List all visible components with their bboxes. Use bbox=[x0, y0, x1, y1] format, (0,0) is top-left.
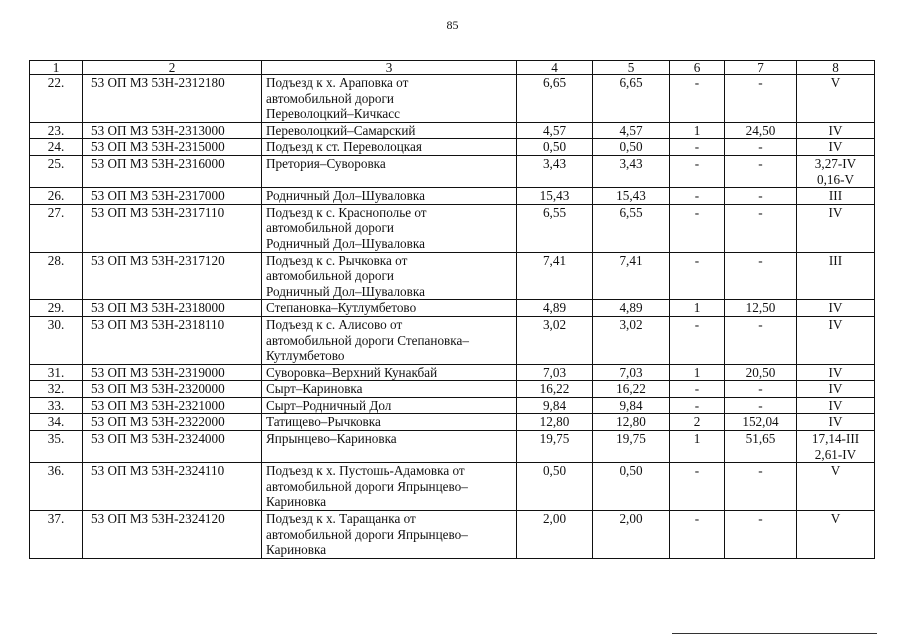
length-paved-cell: 6,65 bbox=[593, 75, 670, 123]
road-name-line: Подъезд к с. Рычковка от bbox=[266, 252, 408, 268]
bridge-length-cell: - bbox=[725, 155, 797, 187]
road-code-cell: 53 ОП МЗ 53Н-2318110 bbox=[83, 316, 262, 364]
road-name-line: Кутлумбетово bbox=[266, 348, 345, 364]
bridge-length-cell: - bbox=[725, 316, 797, 364]
table-row bbox=[30, 122, 875, 139]
road-code-cell: 53 ОП МЗ 53Н-2317110 bbox=[83, 204, 262, 252]
bridge-count-cell: 1 bbox=[670, 364, 725, 381]
row-number-cell: 24. bbox=[30, 139, 83, 156]
road-name-line: автомобильной дороги bbox=[266, 268, 394, 284]
road-name-cell bbox=[262, 188, 517, 205]
row-number-cell: 34. bbox=[30, 414, 83, 431]
length-paved-cell: 12,80 bbox=[593, 414, 670, 431]
row-number-cell: 37. bbox=[30, 511, 83, 559]
bridge-count-cell: - bbox=[670, 188, 725, 205]
bridge-count-cell: - bbox=[670, 252, 725, 300]
bridge-length-cell: - bbox=[725, 397, 797, 414]
bridge-length-cell: 51,65 bbox=[725, 431, 797, 463]
bridge-count-cell: - bbox=[670, 139, 725, 156]
table-row bbox=[30, 463, 875, 511]
column-header: 4 bbox=[517, 61, 593, 75]
category-cell bbox=[797, 414, 875, 431]
category-cell bbox=[797, 139, 875, 156]
column-header: 2 bbox=[83, 61, 262, 75]
road-name-line: Сырт–Кариновка bbox=[266, 381, 363, 397]
road-name-line: Подъезд к с. Краснополье от bbox=[266, 204, 427, 220]
row-number-cell: 26. bbox=[30, 188, 83, 205]
road-name-cell bbox=[262, 463, 517, 511]
road-name-cell bbox=[262, 252, 517, 300]
road-code-cell: 53 ОП МЗ 53Н-2324110 bbox=[83, 463, 262, 511]
road-name-cell bbox=[262, 316, 517, 364]
category-cell bbox=[797, 300, 875, 317]
road-code-cell: 53 ОП МЗ 53Н-2324120 bbox=[83, 511, 262, 559]
bridge-count-cell: 1 bbox=[670, 431, 725, 463]
road-code-cell: 53 ОП МЗ 53Н-2317120 bbox=[83, 252, 262, 300]
bridge-length-cell: 12,50 bbox=[725, 300, 797, 317]
row-number-cell: 30. bbox=[30, 316, 83, 364]
table-row bbox=[30, 397, 875, 414]
road-code-cell: 53 ОП МЗ 53Н-2318000 bbox=[83, 300, 262, 317]
length-total-cell: 2,00 bbox=[517, 511, 593, 559]
road-name-cell bbox=[262, 300, 517, 317]
length-paved-cell: 0,50 bbox=[593, 463, 670, 511]
road-name-line: автомобильной дороги Степановка– bbox=[266, 332, 469, 348]
length-total-cell: 6,55 bbox=[517, 204, 593, 252]
category-line: III bbox=[828, 252, 843, 268]
length-total-cell: 16,22 bbox=[517, 381, 593, 398]
header-row bbox=[30, 61, 875, 75]
length-paved-cell: 3,02 bbox=[593, 316, 670, 364]
category-cell bbox=[797, 75, 875, 123]
bridge-count-cell: - bbox=[670, 316, 725, 364]
category-cell bbox=[797, 511, 875, 559]
road-name-cell bbox=[262, 511, 517, 559]
bridge-length-cell: - bbox=[725, 204, 797, 252]
length-paved-cell: 3,43 bbox=[593, 155, 670, 187]
category-line: 0,16-V bbox=[817, 171, 854, 187]
category-line: IV bbox=[828, 414, 843, 430]
bridge-length-cell: - bbox=[725, 511, 797, 559]
category-line: IV bbox=[828, 364, 843, 380]
bridge-length-cell: 20,50 bbox=[725, 364, 797, 381]
road-name-cell bbox=[262, 75, 517, 123]
footer-rule bbox=[672, 633, 877, 634]
bridge-length-cell: - bbox=[725, 463, 797, 511]
table-row bbox=[30, 364, 875, 381]
category-line: V bbox=[830, 463, 841, 479]
category-line: IV bbox=[828, 381, 843, 397]
bridge-count-cell: - bbox=[670, 75, 725, 123]
road-code-cell: 53 ОП МЗ 53Н-2312180 bbox=[83, 75, 262, 123]
bridge-count-cell: 2 bbox=[670, 414, 725, 431]
table-row bbox=[30, 431, 875, 463]
road-code-cell: 53 ОП МЗ 53Н-2317000 bbox=[83, 188, 262, 205]
bridge-length-cell: - bbox=[725, 75, 797, 123]
table-row bbox=[30, 316, 875, 364]
length-total-cell: 4,57 bbox=[517, 122, 593, 139]
length-paved-cell: 4,89 bbox=[593, 300, 670, 317]
road-name-cell bbox=[262, 139, 517, 156]
category-cell bbox=[797, 155, 875, 187]
road-name-cell bbox=[262, 397, 517, 414]
column-header: 8 bbox=[797, 61, 875, 75]
bridge-count-cell: 1 bbox=[670, 122, 725, 139]
length-total-cell: 3,43 bbox=[517, 155, 593, 187]
road-name-cell bbox=[262, 414, 517, 431]
road-name-line: Сырт–Родничный Дол bbox=[266, 397, 392, 413]
road-name-line: автомобильной дороги bbox=[266, 90, 394, 106]
road-name-line: автомобильной дороги Япрынцево– bbox=[266, 526, 468, 542]
category-cell bbox=[797, 188, 875, 205]
category-line: IV bbox=[828, 122, 843, 138]
road-name-cell bbox=[262, 364, 517, 381]
table-row bbox=[30, 139, 875, 156]
bridge-length-cell: 24,50 bbox=[725, 122, 797, 139]
table-row bbox=[30, 300, 875, 317]
bridge-length-cell: - bbox=[725, 139, 797, 156]
road-code-cell: 53 ОП МЗ 53Н-2316000 bbox=[83, 155, 262, 187]
road-code-cell: 53 ОП МЗ 53Н-2322000 bbox=[83, 414, 262, 431]
table-row bbox=[30, 188, 875, 205]
road-name-line: Подъезд к х. Пустошь-Адамовка от bbox=[266, 463, 465, 479]
length-total-cell: 7,03 bbox=[517, 364, 593, 381]
length-total-cell: 7,41 bbox=[517, 252, 593, 300]
road-name-line: Родничный Дол–Шуваловка bbox=[266, 283, 425, 299]
category-cell bbox=[797, 316, 875, 364]
category-cell bbox=[797, 122, 875, 139]
length-paved-cell: 19,75 bbox=[593, 431, 670, 463]
road-name-cell bbox=[262, 122, 517, 139]
road-name-line: автомобильной дороги bbox=[266, 220, 394, 236]
row-number-cell: 35. bbox=[30, 431, 83, 463]
column-header: 3 bbox=[262, 61, 517, 75]
category-line: 2,61-IV bbox=[814, 446, 857, 462]
length-total-cell: 9,84 bbox=[517, 397, 593, 414]
row-number-cell: 32. bbox=[30, 381, 83, 398]
length-paved-cell: 9,84 bbox=[593, 397, 670, 414]
road-name-line: Претория–Суворовка bbox=[266, 155, 386, 171]
length-paved-cell: 4,57 bbox=[593, 122, 670, 139]
road-name-line: Переволоцкий–Кичкасс bbox=[266, 106, 400, 122]
road-code-cell: 53 ОП МЗ 53Н-2320000 bbox=[83, 381, 262, 398]
length-total-cell: 4,89 bbox=[517, 300, 593, 317]
category-cell bbox=[797, 381, 875, 398]
category-cell bbox=[797, 431, 875, 463]
bridge-length-cell: 152,04 bbox=[725, 414, 797, 431]
road-name-line: Подъезд к х. Араповка от bbox=[266, 75, 409, 90]
category-line: IV bbox=[828, 316, 843, 332]
length-total-cell: 12,80 bbox=[517, 414, 593, 431]
category-cell bbox=[797, 204, 875, 252]
category-line: IV bbox=[828, 300, 843, 316]
road-code-cell: 53 ОП МЗ 53Н-2313000 bbox=[83, 122, 262, 139]
length-paved-cell: 15,43 bbox=[593, 188, 670, 205]
bridge-count-cell: - bbox=[670, 204, 725, 252]
category-line: 17,14-III bbox=[811, 431, 860, 447]
length-total-cell: 6,65 bbox=[517, 75, 593, 123]
category-cell bbox=[797, 463, 875, 511]
road-code-cell: 53 ОП МЗ 53Н-2321000 bbox=[83, 397, 262, 414]
category-line: V bbox=[830, 511, 841, 527]
table-row bbox=[30, 75, 875, 123]
length-paved-cell: 2,00 bbox=[593, 511, 670, 559]
road-name-line: Япрынцево–Кариновка bbox=[266, 431, 397, 447]
road-code-cell: 53 ОП МЗ 53Н-2315000 bbox=[83, 139, 262, 156]
road-name-line: Степановка–Кутлумбетово bbox=[266, 300, 417, 316]
page-number: 85 bbox=[446, 18, 459, 32]
table-row bbox=[30, 381, 875, 398]
bridge-count-cell: - bbox=[670, 397, 725, 414]
bridge-count-cell: - bbox=[670, 463, 725, 511]
table-row bbox=[30, 155, 875, 187]
road-name-cell bbox=[262, 155, 517, 187]
bridge-count-cell: 1 bbox=[670, 300, 725, 317]
table-row bbox=[30, 252, 875, 300]
road-code-cell: 53 ОП МЗ 53Н-2319000 bbox=[83, 364, 262, 381]
road-name-line: Родничный Дол–Шуваловка bbox=[266, 188, 425, 204]
column-header: 5 bbox=[593, 61, 670, 75]
column-header: 1 bbox=[30, 61, 83, 75]
road-name-line: Татищево–Рычковка bbox=[266, 414, 381, 430]
road-name-cell bbox=[262, 381, 517, 398]
table-row bbox=[30, 414, 875, 431]
row-number-cell: 25. bbox=[30, 155, 83, 187]
length-total-cell: 0,50 bbox=[517, 463, 593, 511]
length-paved-cell: 16,22 bbox=[593, 381, 670, 398]
road-name-line: Подъезд к ст. Переволоцкая bbox=[266, 139, 422, 155]
road-name-cell bbox=[262, 204, 517, 252]
category-line: IV bbox=[828, 139, 843, 155]
row-number-cell: 36. bbox=[30, 463, 83, 511]
road-code-cell: 53 ОП МЗ 53Н-2324000 bbox=[83, 431, 262, 463]
row-number-cell: 33. bbox=[30, 397, 83, 414]
category-cell bbox=[797, 252, 875, 300]
category-line: III bbox=[828, 188, 843, 204]
road-name-line: Переволоцкий–Самарский bbox=[266, 122, 416, 138]
category-line: IV bbox=[828, 397, 843, 413]
road-name-line: Суворовка–Верхний Кунакбай bbox=[266, 364, 438, 380]
length-total-cell: 3,02 bbox=[517, 316, 593, 364]
category-cell bbox=[797, 364, 875, 381]
bridge-length-cell: - bbox=[725, 188, 797, 205]
row-number-cell: 22. bbox=[30, 75, 83, 123]
length-total-cell: 19,75 bbox=[517, 431, 593, 463]
category-line: IV bbox=[828, 204, 843, 220]
row-number-cell: 27. bbox=[30, 204, 83, 252]
row-number-cell: 31. bbox=[30, 364, 83, 381]
bridge-count-cell: - bbox=[670, 155, 725, 187]
length-total-cell: 15,43 bbox=[517, 188, 593, 205]
row-number-cell: 29. bbox=[30, 300, 83, 317]
table-row bbox=[30, 204, 875, 252]
road-name-line: Родничный Дол–Шуваловка bbox=[266, 235, 425, 251]
category-line: 3,27-IV bbox=[814, 155, 857, 171]
bridge-length-cell: - bbox=[725, 252, 797, 300]
length-total-cell: 0,50 bbox=[517, 139, 593, 156]
length-paved-cell: 7,03 bbox=[593, 364, 670, 381]
road-name-line: Подъезд к с. Алисово от bbox=[266, 316, 403, 332]
length-paved-cell: 7,41 bbox=[593, 252, 670, 300]
road-name-cell bbox=[262, 431, 517, 463]
bridge-count-cell: - bbox=[670, 381, 725, 398]
bridge-count-cell: - bbox=[670, 511, 725, 559]
road-name-line: Подъезд к х. Таращанка от bbox=[266, 511, 416, 527]
bridge-length-cell: - bbox=[725, 381, 797, 398]
table-row bbox=[30, 511, 875, 559]
row-number-cell: 23. bbox=[30, 122, 83, 139]
column-header: 7 bbox=[725, 61, 797, 75]
road-name-line: Кариновка bbox=[266, 542, 327, 558]
length-paved-cell: 0,50 bbox=[593, 139, 670, 156]
column-header: 6 bbox=[670, 61, 725, 75]
category-cell bbox=[797, 397, 875, 414]
length-paved-cell: 6,55 bbox=[593, 204, 670, 252]
road-name-line: Кариновка bbox=[266, 494, 327, 510]
road-name-line: автомобильной дороги Япрынцево– bbox=[266, 478, 468, 494]
roads-table bbox=[29, 60, 875, 559]
category-line: V bbox=[830, 75, 841, 90]
row-number-cell: 28. bbox=[30, 252, 83, 300]
